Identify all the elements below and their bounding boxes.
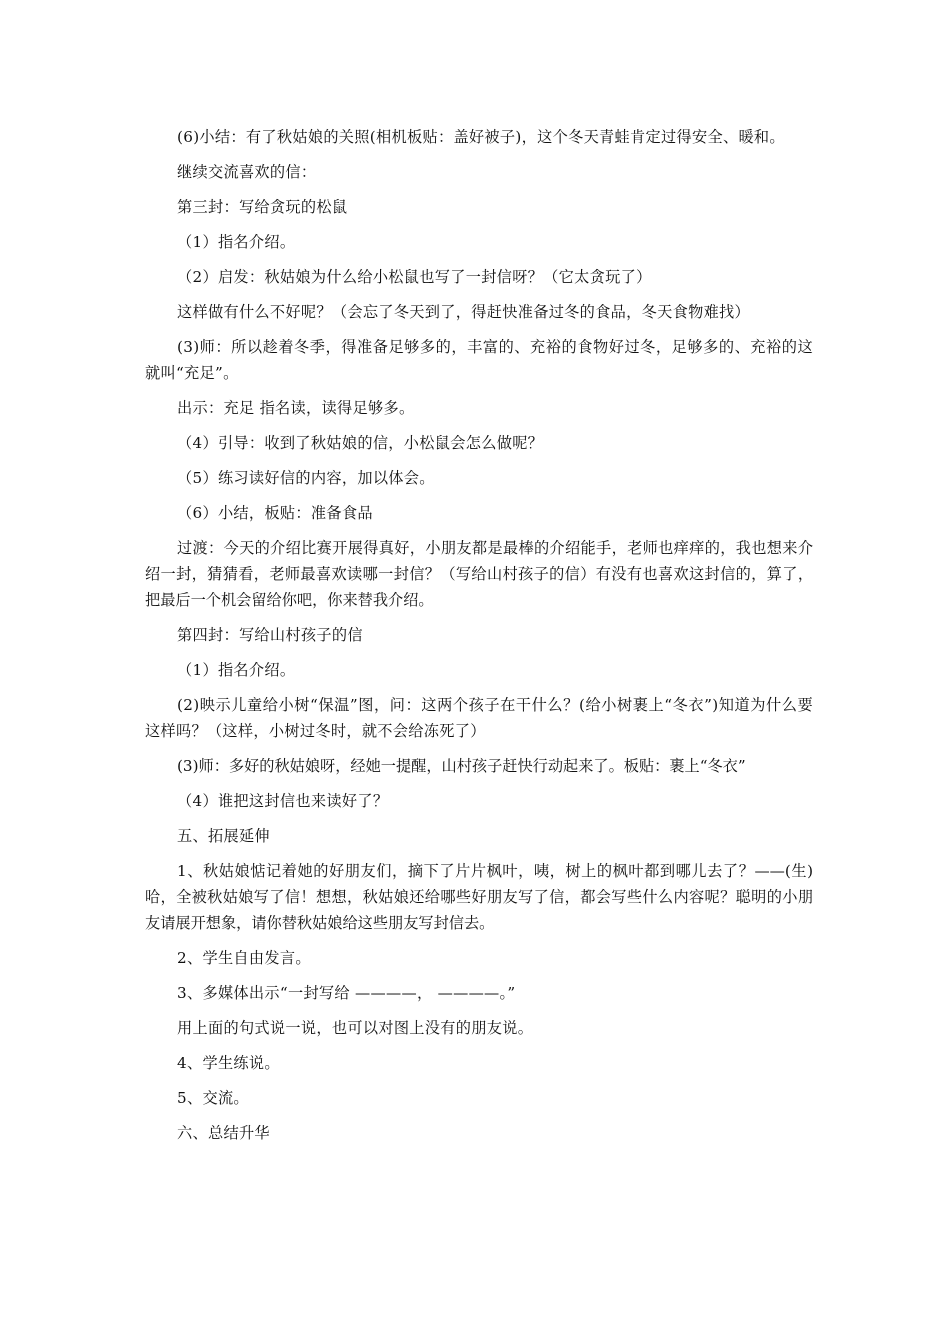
paragraph-step-2: （2）启发：秋姑娘为什么给小松鼠也写了一封信呀？（它太贪玩了） — [177, 268, 652, 286]
paragraph-show-word: 出示：充足 指名读，读得足够多。 — [177, 399, 415, 417]
paragraph-third-letter-heading: 第三封：写给贪玩的松鼠 — [177, 198, 348, 216]
paragraph-extension-2: 2、学生自由发言。 — [177, 949, 311, 967]
paragraph-extension-3: 3、多媒体出示“一封写给 ————， ————。” — [177, 984, 516, 1002]
paragraph-step-6: （6）小结，板贴：准备食品 — [177, 504, 373, 522]
section-heading-extension: 五、拓展延伸 — [177, 827, 270, 845]
paragraph-step-1: （1）指名介绍。 — [177, 233, 296, 251]
paragraph-fourth-step-2: (2)映示儿童给小树“保温”图，问：这两个孩子在干什么？(给小树裹上“冬衣”)知道为什么要这样吗？（这样，小树过冬时，就不会给冻死了） — [145, 696, 813, 740]
paragraph-question: 这样做有什么不好呢？（会忘了冬天到了，得赶快准备过冬的食品，冬天食物难找） — [177, 303, 751, 321]
paragraph-step-4: （4）引导：收到了秋姑娘的信，小松鼠会怎么做呢？ — [177, 434, 544, 452]
paragraph-extension-5: 5、交流。 — [177, 1089, 249, 1107]
paragraph-transition: 过渡：今天的介绍比赛开展得真好，小朋友都是最棒的介绍能手，老师也痒痒的，我也想来介绍一封，猜猜看，老师最喜欢读哪一封信？（写给山村孩子的信）有没有也喜欢这封信的，算了，把最后一个机会留给你吧，你来替我介绍。 — [145, 539, 813, 609]
paragraph-extension-4: 4、学生练说。 — [177, 1054, 280, 1072]
section-heading-summary: 六、总结升华 — [177, 1124, 270, 1142]
paragraph-extension-1: 1、秋姑娘惦记着她的好朋友们，摘下了片片枫叶，咦，树上的枫叶都到哪儿去了？——(生)哈，全被秋姑娘写了信！想想，秋姑娘还给哪些好朋友写了信，都会写些什么内容呢？聪明的小朋友请展开想象，请你替秋姑娘给这些朋友写封信去。 — [145, 862, 813, 932]
paragraph-summary-frog: (6)小结：有了秋姑娘的关照(相机板贴：盖好被子)，这个冬天青蛙肯定过得安全、暖和。 — [177, 128, 785, 146]
paragraph-step-5: （5）练习读好信的内容，加以体会。 — [177, 469, 435, 487]
document-body — [145, 124, 813, 1155]
paragraph-fourth-step-3: (3)师：多好的秋姑娘呀，经她一提醒，山村孩子赶快行动起来了。板贴：裹上“冬衣” — [177, 757, 746, 775]
paragraph-step-3: (3)师：所以趁着冬季，得准备足够多的，丰富的、充裕的食物好过冬，足够多的、充裕的这就叫“充足”。 — [145, 338, 813, 382]
paragraph-fourth-letter-heading: 第四封：写给山村孩子的信 — [177, 626, 363, 644]
paragraph-continue-letters: 继续交流喜欢的信： — [177, 163, 317, 181]
paragraph-sentence-pattern: 用上面的句式说一说，也可以对图上没有的朋友说。 — [177, 1019, 534, 1037]
paragraph-fourth-step-4: （4）谁把这封信也来读好了？ — [177, 792, 389, 810]
paragraph-fourth-step-1: （1）指名介绍。 — [177, 661, 296, 679]
